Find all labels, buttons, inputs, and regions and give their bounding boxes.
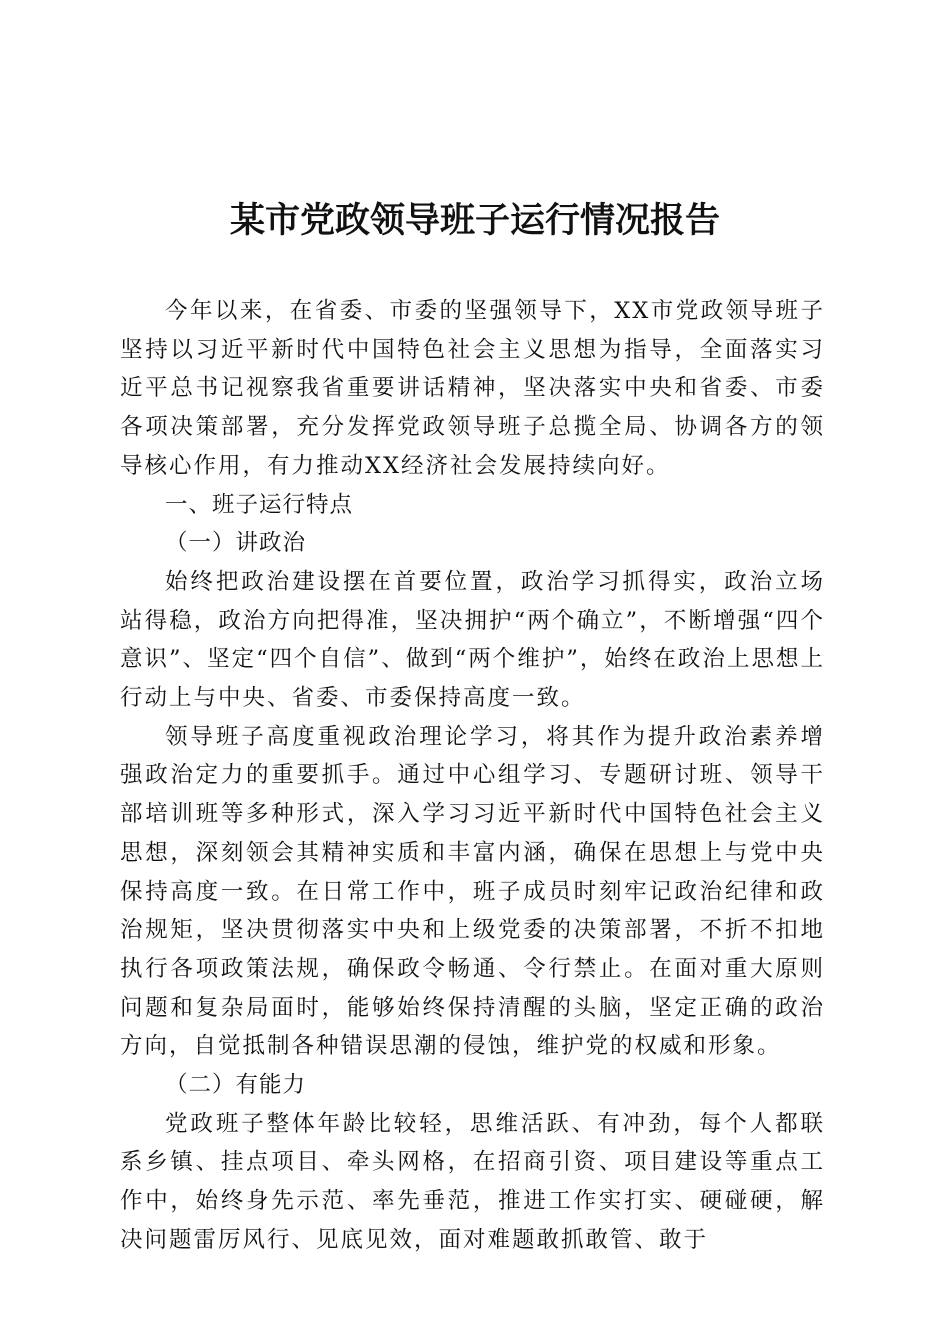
- subsection-heading-2: （二）有能力: [165, 1072, 307, 1099]
- subsection-heading-1: （一）讲政治: [165, 530, 307, 557]
- paragraph-2: 领导班子高度重视政治理论学习，将其作为提升政治素养增强政治定力的重要抓手。通过中心组学习、专题研讨班、领导干部培训班等多种形式，深入学习习近平新时代中国特色社会主义思想，深刻领会其精神实质和丰富内涵，确保在思想上与党中央保持高度一致。在日常工作中，班子成员时刻牢记政治纪律和政治规矩，坚决贯彻落实中央和上级党委的决策部署，不折不扣地执行各项政策法规，确保政令畅通、令行禁止。在面对重大原则问题和复杂局面时，能够始终保持清醒的头脑，坚定正确的政治方向，自觉抵制各种错误思潮的侵蚀，维护党的权威和形象。: [120, 723, 825, 1060]
- document-body: [120, 292, 825, 1260]
- paragraph-3: 党政班子整体年龄比较轻，思维活跃、有冲劲，每个人都联系乡镇、挂点项目、牵头网格，在招商引资、项目建设等重点工作中，始终身先示范、率先垂范，推进工作实打实、硬碰硬，解决问题雷厉风行、见底见效，面对难题敢抓敢管、敢于: [120, 1110, 825, 1253]
- paragraph-1: 始终把政治建设摆在首要位置，政治学习抓得实，政治立场站得稳，政治方向把得准，坚决拥护“两个确立”，不断增强“四个意识”、坚定“四个自信”、做到“两个维护”，始终在政治上思想上行动上与中央、省委、市委保持高度一致。: [120, 568, 825, 712]
- intro-paragraph: 今年以来，在省委、市委的坚强领导下，XX市党政领导班子坚持以习近平新时代中国特色社会主义思想为指导，全面落实习近平总书记视察我省重要讲话精神，坚决落实中央和省委、市委各项决策部署，充分发挥党政领导班子总揽全局、协调各方的领导核心作用，有力推动XX经济社会发展持续向好。: [120, 298, 825, 479]
- document-title: 某市党政领导班子运行情况报告: [229, 200, 720, 241]
- section-heading-1: 一、班子运行特点: [165, 491, 354, 518]
